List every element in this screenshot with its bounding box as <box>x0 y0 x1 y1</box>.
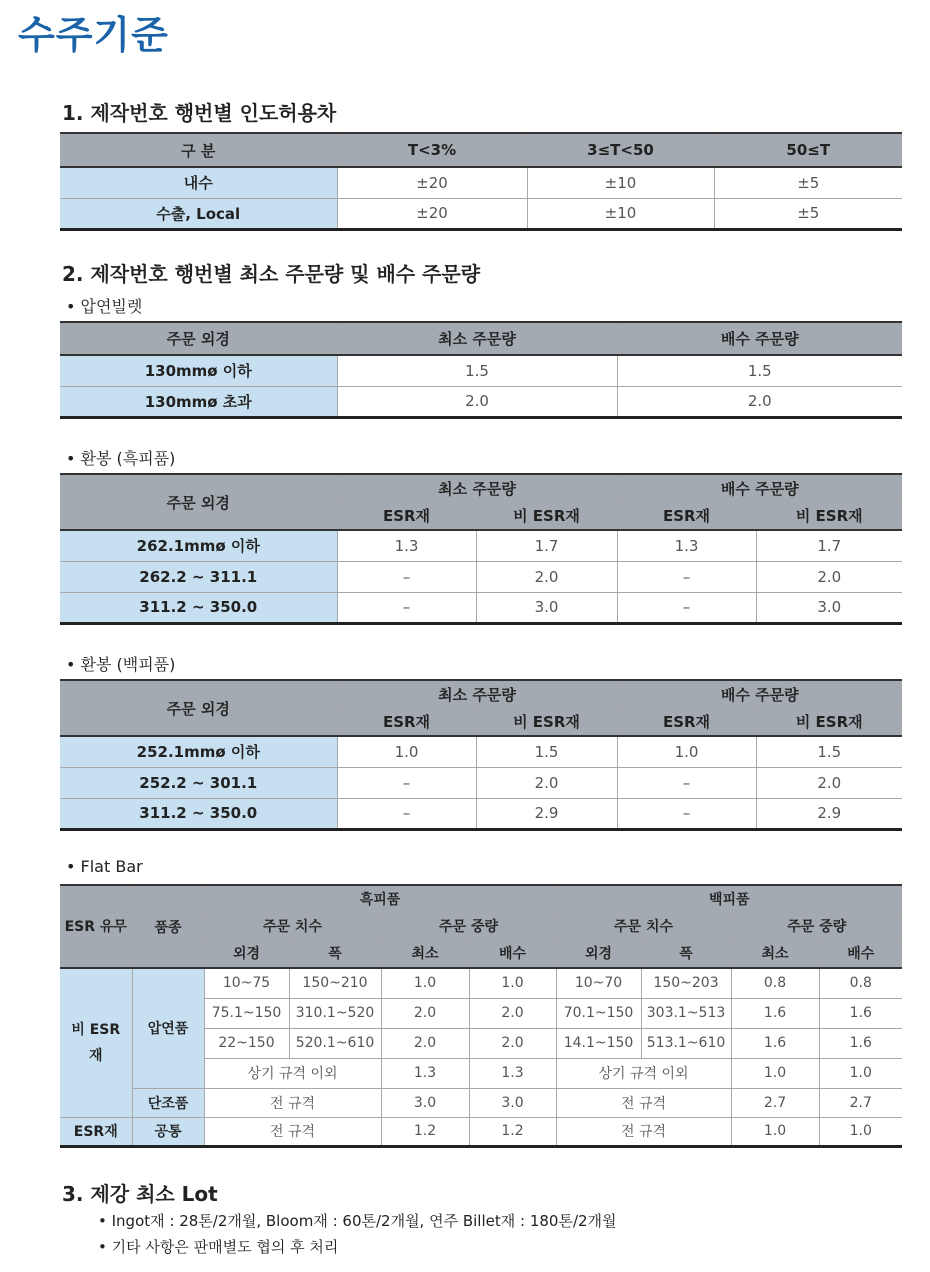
tolerance-table <box>60 132 902 231</box>
table-row <box>60 767 902 798</box>
header-order-size: 주문 치수 <box>556 912 731 939</box>
header-outer-diameter: 외경 <box>556 939 641 968</box>
cell-value: 상기 규격 이외 <box>556 1058 731 1088</box>
cell-value: 1.0 <box>731 1117 819 1146</box>
cell-value: 2.7 <box>731 1088 819 1117</box>
cell-value: 1.6 <box>731 1028 819 1058</box>
header-3-to-50: 3≤T<50 <box>527 133 714 167</box>
cell-value: 3.0 <box>469 1088 556 1117</box>
table-row <box>60 561 902 592</box>
section-1-heading: 1. 제작번호 행번별 인도허용차 <box>62 101 337 125</box>
cell-value: 전 규격 <box>204 1117 381 1146</box>
table-row <box>60 736 902 767</box>
row-label: 311.2 ~ 350.0 <box>60 798 337 829</box>
cell-value: ±10 <box>527 198 714 229</box>
row-label: 130mmø 초과 <box>60 386 337 417</box>
cell-value: ±5 <box>714 167 902 198</box>
header-50-up: 50≤T <box>714 133 902 167</box>
row-label: 252.1mmø 이하 <box>60 736 337 767</box>
header-esr: ESR재 <box>617 708 756 736</box>
cell-value: 1.5 <box>617 355 902 386</box>
header-width: 폭 <box>641 939 731 968</box>
non-esr-label: 비 ESR재 <box>60 968 132 1117</box>
header-esr: ESR재 <box>337 708 476 736</box>
flat-bar-subheading: • Flat Bar <box>66 857 143 876</box>
cell-value: 520.1~610 <box>289 1028 381 1058</box>
cell-value: – <box>617 592 756 623</box>
cell-value: 2.0 <box>476 561 617 592</box>
cell-value: 1.0 <box>617 736 756 767</box>
row-label: 262.2 ~ 311.1 <box>60 561 337 592</box>
header-order-weight: 주문 중량 <box>381 912 556 939</box>
cell-value: 2.0 <box>476 767 617 798</box>
cell-value: – <box>337 798 476 829</box>
header-order-diameter: 주문 외경 <box>60 680 337 736</box>
table-row <box>60 386 902 417</box>
header-non-esr: 비 ESR재 <box>476 708 617 736</box>
header-minimum: 최소 <box>731 939 819 968</box>
cell-value: 2.0 <box>756 767 902 798</box>
cell-value: 2.9 <box>476 798 617 829</box>
cell-value: 310.1~520 <box>289 998 381 1028</box>
section-2-heading: 2. 제작번호 행번별 최소 주문량 및 배수 주문량 <box>62 262 481 286</box>
cell-value: 2.0 <box>469 998 556 1028</box>
header-multiple-order: 배수 주문량 <box>617 474 902 502</box>
bright-round-subheading: • 환봉 (백피품) <box>66 655 176 674</box>
header-non-esr: 비 ESR재 <box>476 502 617 530</box>
cell-value: 1.6 <box>819 1028 902 1058</box>
cell-value: 1.0 <box>819 1058 902 1088</box>
cell-value: 1.3 <box>381 1058 469 1088</box>
cell-value: 1.6 <box>819 998 902 1028</box>
billet-subheading: • 압연빌렛 <box>66 297 143 316</box>
flat-bar-table <box>60 884 902 1148</box>
billet-table <box>60 321 902 419</box>
cell-value: – <box>617 561 756 592</box>
bright-round-table <box>60 679 902 831</box>
table-row <box>60 530 902 561</box>
cell-value: 1.3 <box>617 530 756 561</box>
cell-value: 1.7 <box>476 530 617 561</box>
cell-value: 0.8 <box>731 968 819 998</box>
cell-value: 1.0 <box>731 1058 819 1088</box>
header-order-diameter: 주문 외경 <box>60 474 337 530</box>
cell-value: – <box>337 592 476 623</box>
cell-value: ±10 <box>527 167 714 198</box>
cell-value: 2.9 <box>756 798 902 829</box>
cell-value: 1.0 <box>337 736 476 767</box>
header-order-weight: 주문 중량 <box>731 912 902 939</box>
cell-value: 1.5 <box>756 736 902 767</box>
cell-value: 3.0 <box>381 1088 469 1117</box>
cell-value: 1.7 <box>756 530 902 561</box>
cell-value: 1.3 <box>337 530 476 561</box>
cell-value: – <box>617 767 756 798</box>
cell-value: 150~203 <box>641 968 731 998</box>
cell-value: 70.1~150 <box>556 998 641 1028</box>
cell-value: 1.6 <box>731 998 819 1028</box>
cell-value: 전 규격 <box>204 1088 381 1117</box>
black-round-table <box>60 473 902 625</box>
header-black-skin: 흑피품 <box>204 885 556 912</box>
esr-label: ESR재 <box>60 1117 132 1146</box>
header-multiple: 배수 <box>469 939 556 968</box>
row-label: 311.2 ~ 350.0 <box>60 592 337 623</box>
table-row <box>60 355 902 386</box>
table-row <box>60 592 902 623</box>
header-multiple-order: 배수 주문량 <box>617 322 902 355</box>
black-round-subheading: • 환봉 (흑피품) <box>66 449 176 468</box>
cell-value: 1.0 <box>819 1117 902 1146</box>
header-order-diameter: 주문 외경 <box>60 322 337 355</box>
cell-value: 1.5 <box>476 736 617 767</box>
cell-value: 14.1~150 <box>556 1028 641 1058</box>
table-row <box>60 1117 902 1146</box>
rolled-label: 압연품 <box>132 968 204 1088</box>
header-bright-skin: 백피품 <box>556 885 902 912</box>
cell-value: 150~210 <box>289 968 381 998</box>
cell-value: 75.1~150 <box>204 998 289 1028</box>
table-row <box>60 798 902 829</box>
cell-value: 상기 규격 이외 <box>204 1058 381 1088</box>
header-t-lt-3: T<3% <box>337 133 527 167</box>
header-multiple-order: 배수 주문량 <box>617 680 902 708</box>
header-minimum: 최소 <box>381 939 469 968</box>
cell-value: 3.0 <box>756 592 902 623</box>
cell-value: 22~150 <box>204 1028 289 1058</box>
row-label: 130mmø 이하 <box>60 355 337 386</box>
cell-value: 2.0 <box>756 561 902 592</box>
header-non-esr: 비 ESR재 <box>756 708 902 736</box>
cell-value: 3.0 <box>476 592 617 623</box>
cell-value: – <box>337 561 476 592</box>
cell-value: 2.0 <box>381 998 469 1028</box>
cell-value: 10~75 <box>204 968 289 998</box>
cell-value: ±20 <box>337 198 527 229</box>
cell-value: 2.0 <box>337 386 617 417</box>
header-non-esr: 비 ESR재 <box>756 502 902 530</box>
header-order-size: 주문 치수 <box>204 912 381 939</box>
table-row <box>60 167 902 198</box>
header-min-order: 최소 주문량 <box>337 322 617 355</box>
cell-value: 전 규격 <box>556 1088 731 1117</box>
table-row <box>60 968 902 998</box>
cell-value: 0.8 <box>819 968 902 998</box>
note-line: • Ingot재 : 28톤/2개월, Bloom재 : 60톤/2개월, 연주 Billet재 : 180톤/2개월 <box>98 1212 617 1230</box>
page-title: 수주기준 <box>18 13 169 57</box>
cell-value: 1.2 <box>469 1117 556 1146</box>
note-line: • 기타 사항은 판매별도 협의 후 처리 <box>98 1238 339 1256</box>
cell-value: 1.3 <box>469 1058 556 1088</box>
header-width: 폭 <box>289 939 381 968</box>
row-label: 262.1mmø 이하 <box>60 530 337 561</box>
cell-value: – <box>337 767 476 798</box>
cell-value: 10~70 <box>556 968 641 998</box>
cell-value: 전 규격 <box>556 1117 731 1146</box>
table-row <box>60 1088 902 1117</box>
cell-value: 2.0 <box>381 1028 469 1058</box>
cell-value: 2.0 <box>469 1028 556 1058</box>
common-label: 공통 <box>132 1117 204 1146</box>
cell-value: – <box>617 798 756 829</box>
header-outer-diameter: 외경 <box>204 939 289 968</box>
cell-value: 1.0 <box>381 968 469 998</box>
header-min-order: 최소 주문량 <box>337 680 617 708</box>
cell-value: 1.5 <box>337 355 617 386</box>
header-product-kind: 품종 <box>132 885 204 968</box>
cell-value: ±20 <box>337 167 527 198</box>
header-multiple: 배수 <box>819 939 902 968</box>
cell-value: 303.1~513 <box>641 998 731 1028</box>
header-esr: ESR재 <box>617 502 756 530</box>
header-min-order: 최소 주문량 <box>337 474 617 502</box>
section-3-heading: 3. 제강 최소 Lot <box>62 1182 218 1206</box>
row-label: 수출, Local <box>60 198 337 229</box>
cell-value: 2.7 <box>819 1088 902 1117</box>
table-row <box>60 198 902 229</box>
row-label: 내수 <box>60 167 337 198</box>
header-esr-presence: ESR 유무 <box>60 885 132 968</box>
cell-value: ±5 <box>714 198 902 229</box>
cell-value: 2.0 <box>617 386 902 417</box>
row-label: 252.2 ~ 301.1 <box>60 767 337 798</box>
forged-label: 단조품 <box>132 1088 204 1117</box>
header-esr: ESR재 <box>337 502 476 530</box>
header-category: 구 분 <box>60 133 337 167</box>
cell-value: 1.0 <box>469 968 556 998</box>
cell-value: 513.1~610 <box>641 1028 731 1058</box>
cell-value: 1.2 <box>381 1117 469 1146</box>
